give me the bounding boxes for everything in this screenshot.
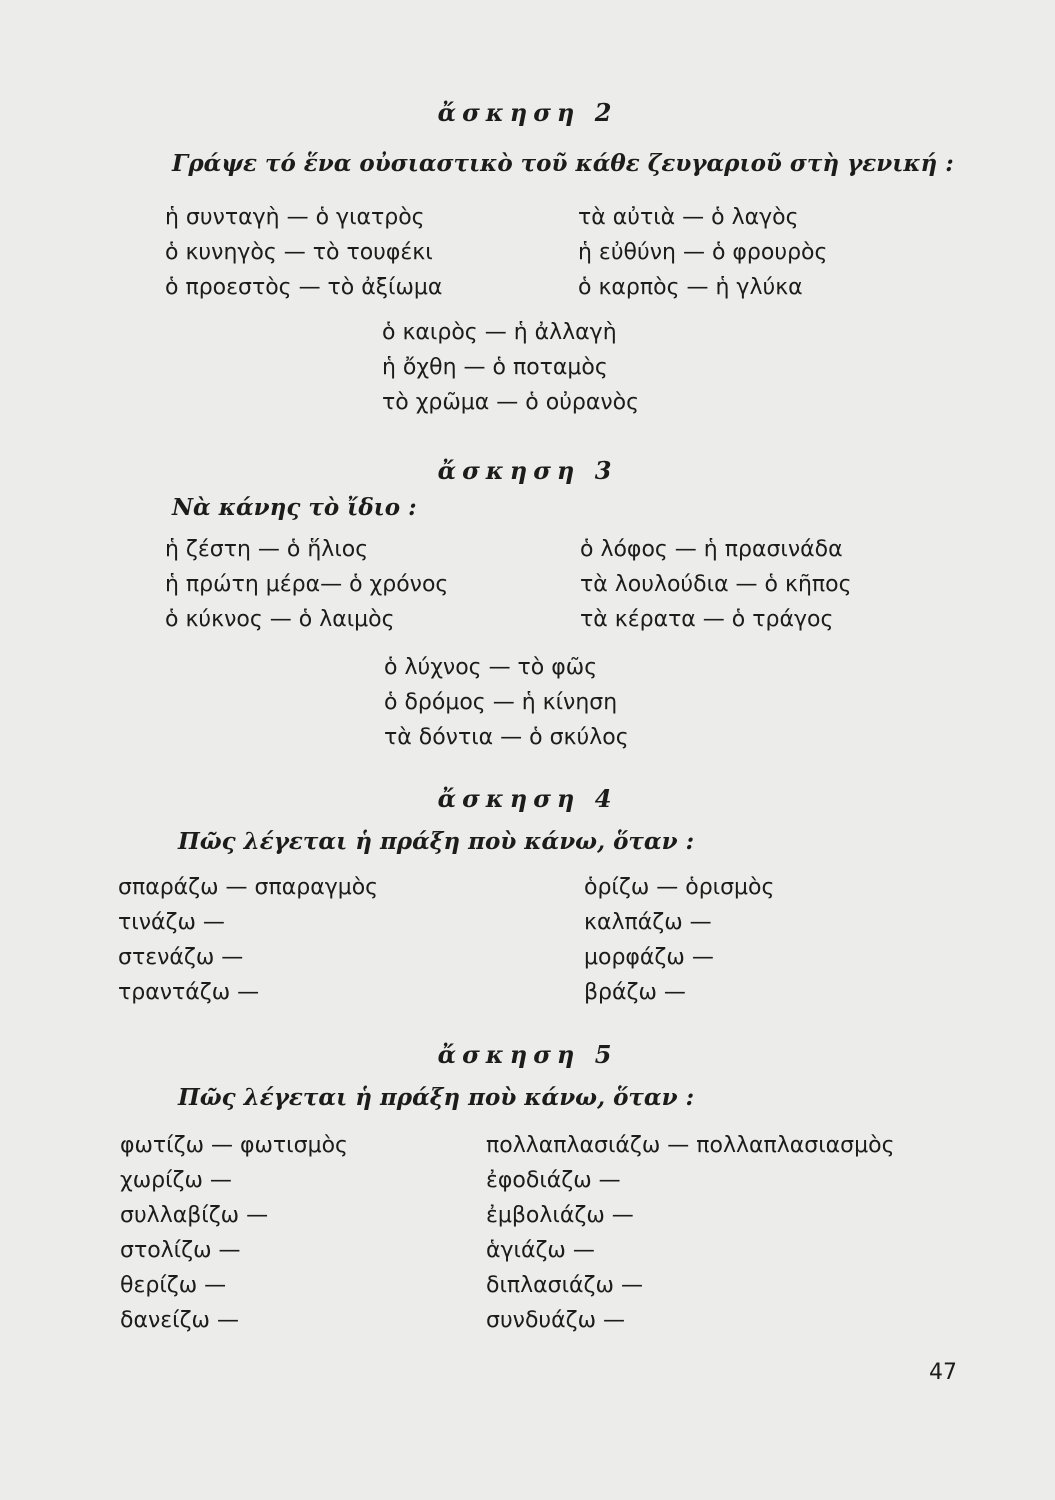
exercise-3-center-item: ὁ λύχνος — τὸ φῶς [384,655,598,680]
exercise-3-center-item: ὁ δρόμος — ἡ κίνηση [384,690,618,715]
exercise-4-left-item: στενάζω — [118,945,244,970]
exercise-4-left-column [118,870,378,1010]
exercise-3-left-column [165,532,448,637]
exercise-3-right-column [580,532,852,637]
exercise-2-center-item: ἡ ὄχθη — ὁ ποταμὸς [382,355,608,380]
exercise-4-right-item: ὁρίζω — ὁρισμὸς [584,875,775,900]
exercise-2-left-column [165,200,442,305]
exercise-5-left-item: θερίζω — [120,1273,227,1298]
exercise-4-left-item: τινάζω — [118,910,225,935]
exercise-3-left-item: ἡ ζέστη — ὁ ἥλιος [165,537,369,562]
exercise-3-right-item: τὰ λουλούδια — ὁ κῆπος [580,572,852,597]
exercise-4-left-item: τραντάζω — [118,980,260,1005]
exercise-2-left-item: ὁ προεστὸς — τὸ ἀξίωμα [165,275,443,300]
exercise-3-center-item: τὰ δόντια — ὁ σκύλος [384,725,629,750]
exercise-3-left-item: ὁ κύκνος — ὁ λαιμὸς [165,607,395,632]
exercise-3-right-item: ὁ λόφος — ἡ πρασινάδα [580,537,843,562]
exercise-3-instruction: Νὰ κάνης τὸ ἴδιο : [172,494,417,521]
exercise-4-right-item: βράζω — [584,980,686,1005]
exercise-3-center-column [384,650,629,755]
exercise-4-right-item: καλπάζω — [584,910,712,935]
exercise-2-left-item: ὁ κυνηγὸς — τὸ τουφέκι [165,240,433,265]
exercise-4-right-item: μορφάζω — [584,945,714,970]
exercise-5-left-column [120,1128,348,1338]
exercise-5-instruction: Πῶς λέγεται ἡ πράξη ποὺ κάνω, ὅταν : [178,1084,695,1111]
exercise-5-left-item: στολίζω — [120,1238,241,1263]
exercise-4-instruction: Πῶς λέγεται ἡ πράξη ποὺ κάνω, ὅταν : [178,828,695,855]
exercise-5-left-item: φωτίζω — φωτισμὸς [120,1133,348,1158]
exercise-3-right-item: τὰ κέρατα — ὁ τράγος [580,607,834,632]
exercise-2-right-column [578,200,827,305]
exercise-4-title: ἄσκηση 4 [437,784,618,813]
exercise-5-right-column [486,1128,895,1338]
exercise-2-right-item: ἡ εὐθύνη — ὁ φρουρὸς [578,240,828,265]
exercise-4-left-item: σπαράζω — σπαραγμὸς [118,875,379,900]
exercise-5-right-item: ἐμβολιάζω — [486,1203,634,1228]
exercise-2-right-item: ὁ καρπὸς — ἡ γλύκα [578,275,803,300]
exercise-3-left-item: ἡ πρώτη μέρα— ὁ χρόνος [165,572,449,597]
exercise-5-title: ἄσκηση 5 [437,1040,618,1069]
exercise-5-left-item: χωρίζω — [120,1168,232,1193]
exercise-2-center-item: τὸ χρῶμα — ὁ οὐρανὸς [382,390,640,415]
exercise-5-right-item: ἁγιάζω — [486,1238,595,1263]
exercise-5-right-item: διπλασιάζω — [486,1273,643,1298]
exercise-2-center-column [382,315,639,420]
exercise-5-right-item: ἐφοδιάζω — [486,1168,621,1193]
exercise-4-right-column [584,870,774,1010]
exercise-3-title: ἄσκηση 3 [437,456,618,485]
exercise-5-left-item: δανείζω — [120,1308,239,1333]
exercise-2-center-item: ὁ καιρὸς — ἡ ἀλλαγὴ [382,320,617,345]
exercise-5-left-item: συλλαβίζω — [120,1203,269,1228]
page-number: 47 [929,1360,957,1385]
exercise-5-right-item: συνδυάζω — [486,1308,626,1333]
exercise-2-right-item: τὰ αὐτιὰ — ὁ λαγὸς [578,205,799,230]
exercise-2-title: ἄσκηση 2 [437,98,618,127]
exercise-2-instruction: Γράψε τό ἕνα οὐσιαστικὸ τοῦ κάθε ζευγαριοῦ στὴ γενική : [172,150,954,177]
exercise-2-left-item: ἡ συνταγὴ — ὁ γιατρὸς [165,205,425,230]
exercise-5-right-item: πολλαπλασιάζω — πολλαπλασιασμὸς [486,1133,895,1158]
